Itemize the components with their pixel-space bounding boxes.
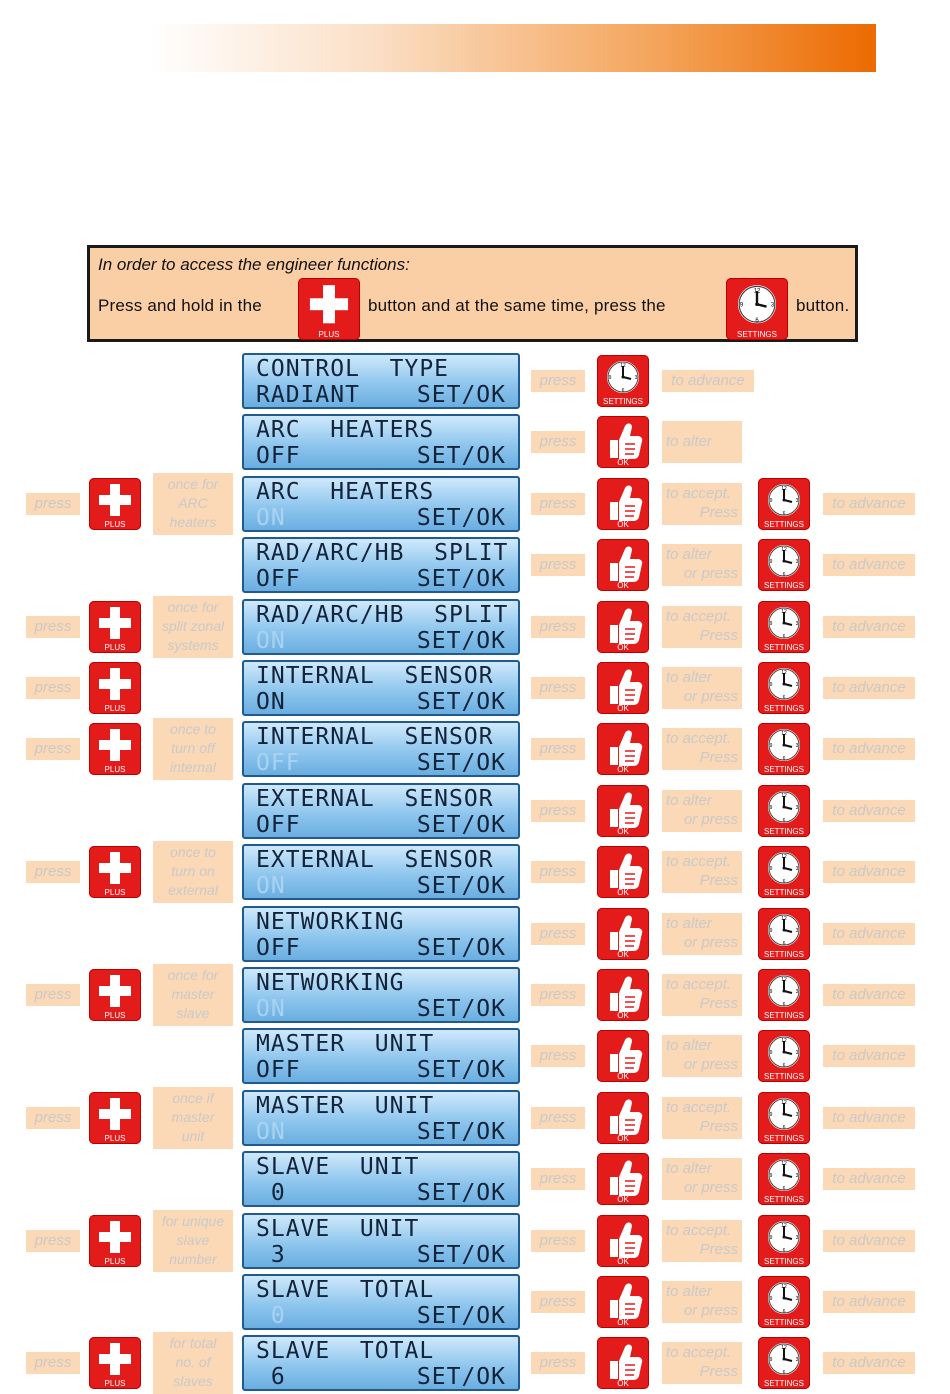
svg-text:6: 6 xyxy=(621,388,625,394)
svg-text:12: 12 xyxy=(781,731,787,737)
svg-text:6: 6 xyxy=(782,1002,786,1008)
button-caption: OK xyxy=(617,888,629,897)
accept-label: to accept. Press xyxy=(662,728,742,770)
lcd-line-1: SLAVE UNIT xyxy=(256,1216,420,1242)
svg-text:6: 6 xyxy=(782,634,786,640)
press-label: press xyxy=(531,1168,585,1190)
button-caption: PLUS xyxy=(104,1134,126,1143)
alter-label: to alter or press xyxy=(662,790,742,832)
instruction-text-c: button. xyxy=(796,296,850,315)
button-caption: OK xyxy=(617,520,629,529)
settings-button[interactable] xyxy=(758,1030,810,1082)
svg-text:6: 6 xyxy=(782,756,786,762)
advance-label: to advance xyxy=(823,1352,915,1374)
settings-button[interactable] xyxy=(758,601,810,653)
svg-text:9: 9 xyxy=(608,375,612,381)
accept-label: to accept. Press xyxy=(662,1220,742,1262)
plus-button[interactable] xyxy=(89,1092,141,1144)
button-caption: SETTINGS xyxy=(763,704,804,713)
lcd-value: ON xyxy=(256,689,286,715)
lcd-display xyxy=(242,844,520,900)
accept-label: to accept. Press xyxy=(662,483,742,525)
button-caption: SETTINGS xyxy=(763,520,804,529)
svg-text:12: 12 xyxy=(781,670,787,676)
plus-button[interactable] xyxy=(89,662,141,714)
lcd-display xyxy=(242,1274,520,1330)
svg-text:12: 12 xyxy=(781,1223,787,1229)
press-label: press xyxy=(26,738,80,760)
button-caption: OK xyxy=(617,765,629,774)
svg-text:3: 3 xyxy=(795,866,799,872)
instruction-note: once to turn on external xyxy=(153,841,233,903)
ok-button[interactable] xyxy=(597,1153,649,1205)
svg-text:12: 12 xyxy=(781,609,787,615)
svg-text:3: 3 xyxy=(795,1173,799,1179)
lcd-line-1: INTERNAL SENSOR xyxy=(256,724,494,750)
lcd-line-1: ARC HEATERS xyxy=(256,417,435,443)
instruction-note: once if master unit xyxy=(153,1087,233,1149)
svg-text:12: 12 xyxy=(781,1100,787,1106)
alter-label: to alter or press xyxy=(662,913,742,955)
press-label: press xyxy=(26,677,80,699)
button-caption: OK xyxy=(617,1134,629,1143)
lcd-value: OFF xyxy=(256,750,301,776)
button-caption: SETTINGS xyxy=(763,888,804,897)
button-caption: PLUS xyxy=(104,643,126,652)
plus-button[interactable] xyxy=(89,478,141,530)
lcd-line-1: NETWORKING xyxy=(256,909,405,935)
settings-button[interactable] xyxy=(758,1092,810,1144)
ok-button[interactable] xyxy=(597,539,649,591)
press-label: press xyxy=(531,1352,585,1374)
settings-button[interactable] xyxy=(758,1337,810,1389)
svg-text:9: 9 xyxy=(769,989,773,995)
lcd-value: 0 xyxy=(256,1180,286,1206)
advance-label: to advance xyxy=(823,923,915,945)
press-label: press xyxy=(531,554,585,576)
lcd-line-1: MASTER UNIT xyxy=(256,1031,435,1057)
lcd-set-ok: SET/OK xyxy=(416,1364,506,1390)
svg-text:12: 12 xyxy=(781,916,787,922)
ok-button[interactable] xyxy=(597,478,649,530)
plus-button[interactable] xyxy=(89,969,141,1021)
settings-button[interactable] xyxy=(758,908,810,960)
press-label: press xyxy=(26,984,80,1006)
button-caption: OK xyxy=(617,458,629,467)
lcd-line-1: RAD/ARC/HB SPLIT xyxy=(256,602,509,628)
svg-text:12: 12 xyxy=(781,977,787,983)
ok-button[interactable] xyxy=(597,846,649,898)
lcd-line-1: SLAVE UNIT xyxy=(256,1154,420,1180)
button-caption: SETTINGS xyxy=(763,765,804,774)
svg-text:9: 9 xyxy=(769,1050,773,1056)
lcd-set-ok: SET/OK xyxy=(416,1242,506,1268)
button-caption: PLUS xyxy=(104,888,126,897)
svg-text:9: 9 xyxy=(769,1112,773,1118)
svg-text:9: 9 xyxy=(769,1235,773,1241)
press-label: press xyxy=(531,1107,585,1129)
svg-text:9: 9 xyxy=(769,743,773,749)
ok-button[interactable] xyxy=(597,908,649,960)
svg-text:3: 3 xyxy=(795,1050,799,1056)
lcd-display xyxy=(242,1090,520,1146)
lcd-display xyxy=(242,599,520,655)
button-caption: SETTINGS xyxy=(763,643,804,652)
svg-text:6: 6 xyxy=(782,879,786,885)
button-caption: SETTINGS xyxy=(763,1195,804,1204)
advance-label: to advance xyxy=(823,1291,915,1313)
svg-text:3: 3 xyxy=(795,682,799,688)
advance-label: to advance xyxy=(662,370,754,392)
lcd-value: ON xyxy=(256,505,286,531)
press-label: press xyxy=(531,1045,585,1067)
svg-text:9: 9 xyxy=(769,559,773,565)
advance-label: to advance xyxy=(823,1168,915,1190)
button-caption: PLUS xyxy=(104,1379,126,1388)
svg-text:6: 6 xyxy=(782,1248,786,1254)
svg-text:12: 12 xyxy=(781,547,787,553)
press-label: press xyxy=(531,923,585,945)
accept-label: to accept. Press xyxy=(662,606,742,648)
lcd-display xyxy=(242,1151,520,1207)
lcd-value: OFF xyxy=(256,1057,301,1083)
alter-label: to alter xyxy=(662,421,742,463)
advance-label: to advance xyxy=(823,738,915,760)
button-caption: SETTINGS xyxy=(763,950,804,959)
accept-label: to accept. Press xyxy=(662,1097,742,1139)
lcd-display xyxy=(242,353,520,409)
svg-text:6: 6 xyxy=(782,1125,786,1131)
svg-text:9: 9 xyxy=(769,1173,773,1179)
lcd-value: RADIANT xyxy=(256,382,360,408)
svg-text:6: 6 xyxy=(782,1063,786,1069)
svg-text:9: 9 xyxy=(739,302,744,309)
alter-label: to alter or press xyxy=(662,1035,742,1077)
plus-button[interactable] xyxy=(89,846,141,898)
button-caption: OK xyxy=(617,1072,629,1081)
button-caption: OK xyxy=(617,1379,629,1388)
lcd-value: OFF xyxy=(256,443,301,469)
lcd-set-ok: SET/OK xyxy=(416,935,506,961)
settings-button[interactable] xyxy=(758,723,810,775)
instruction-note: for unique slave number xyxy=(153,1210,233,1272)
ok-button[interactable] xyxy=(597,601,649,653)
svg-text:9: 9 xyxy=(769,498,773,504)
svg-text:3: 3 xyxy=(795,621,799,627)
lcd-line-1: EXTERNAL SENSOR xyxy=(256,786,494,812)
svg-text:12: 12 xyxy=(620,363,626,369)
press-label: press xyxy=(531,1291,585,1313)
lcd-set-ok: SET/OK xyxy=(416,996,506,1022)
press-label: press xyxy=(531,738,585,760)
button-caption: PLUS xyxy=(104,704,126,713)
svg-text:3: 3 xyxy=(795,1235,799,1241)
svg-text:3: 3 xyxy=(634,375,638,381)
press-label: press xyxy=(531,677,585,699)
button-caption: PLUS xyxy=(104,520,126,529)
lcd-set-ok: SET/OK xyxy=(416,628,506,654)
lcd-set-ok: SET/OK xyxy=(416,873,506,899)
svg-text:3: 3 xyxy=(795,1296,799,1302)
button-caption: OK xyxy=(617,1011,629,1020)
ok-button[interactable] xyxy=(597,1030,649,1082)
svg-text:9: 9 xyxy=(769,1357,773,1363)
svg-text:9: 9 xyxy=(769,928,773,934)
press-label: press xyxy=(531,616,585,638)
lcd-set-ok: SET/OK xyxy=(416,812,506,838)
lcd-display xyxy=(242,967,520,1023)
svg-text:3: 3 xyxy=(795,989,799,995)
svg-text:9: 9 xyxy=(769,805,773,811)
svg-text:6: 6 xyxy=(782,1370,786,1376)
svg-text:3: 3 xyxy=(795,1112,799,1118)
ok-button[interactable] xyxy=(597,785,649,837)
svg-text:9: 9 xyxy=(769,866,773,872)
advance-label: to advance xyxy=(823,1230,915,1252)
lcd-line-1: SLAVE TOTAL xyxy=(256,1277,435,1303)
svg-text:6: 6 xyxy=(782,695,786,701)
press-label: press xyxy=(531,370,585,392)
button-caption: SETTINGS xyxy=(763,581,804,590)
svg-text:6: 6 xyxy=(782,818,786,824)
press-label: press xyxy=(531,493,585,515)
button-caption: OK xyxy=(617,950,629,959)
alter-label: to alter or press xyxy=(662,667,742,709)
settings-button[interactable] xyxy=(758,539,810,591)
svg-text:6: 6 xyxy=(782,1186,786,1192)
ok-button[interactable] xyxy=(597,416,649,468)
button-caption: SETTINGS xyxy=(763,1011,804,1020)
lcd-value: ON xyxy=(256,873,286,899)
settings-button[interactable] xyxy=(726,278,788,340)
button-caption: OK xyxy=(617,827,629,836)
settings-button[interactable] xyxy=(758,785,810,837)
svg-text:3: 3 xyxy=(795,928,799,934)
lcd-line-1: CONTROL TYPE xyxy=(256,356,450,382)
svg-text:12: 12 xyxy=(781,793,787,799)
button-caption: SETTINGS xyxy=(763,1134,804,1143)
advance-label: to advance xyxy=(823,616,915,638)
button-caption: PLUS xyxy=(104,765,126,774)
instruction-note: once for split zonal systems xyxy=(153,596,233,658)
settings-button[interactable] xyxy=(758,1276,810,1328)
lcd-line-1: RAD/ARC/HB SPLIT xyxy=(256,540,509,566)
advance-label: to advance xyxy=(823,861,915,883)
button-caption: OK xyxy=(617,643,629,652)
lcd-set-ok: SET/OK xyxy=(416,1119,506,1145)
lcd-display xyxy=(242,537,520,593)
lcd-line-1: INTERNAL SENSOR xyxy=(256,663,494,689)
lcd-line-1: NETWORKING xyxy=(256,970,405,996)
lcd-value: 3 xyxy=(256,1242,286,1268)
button-caption: PLUS xyxy=(318,330,340,339)
lcd-set-ok: SET/OK xyxy=(416,505,506,531)
lcd-display xyxy=(242,476,520,532)
lcd-display xyxy=(242,783,520,839)
svg-text:12: 12 xyxy=(781,854,787,860)
alter-label: to alter or press xyxy=(662,1281,742,1323)
svg-text:9: 9 xyxy=(769,621,773,627)
press-label: press xyxy=(531,800,585,822)
press-label: press xyxy=(531,1230,585,1252)
button-caption: OK xyxy=(617,704,629,713)
lcd-line-1: MASTER UNIT xyxy=(256,1093,435,1119)
plus-button[interactable] xyxy=(298,278,360,340)
button-caption: SETTINGS xyxy=(763,1072,804,1081)
settings-button[interactable] xyxy=(758,846,810,898)
button-caption: OK xyxy=(617,1257,629,1266)
lcd-set-ok: SET/OK xyxy=(416,1180,506,1206)
accept-label: to accept. Press xyxy=(662,851,742,893)
svg-text:9: 9 xyxy=(769,1296,773,1302)
lcd-set-ok: SET/OK xyxy=(416,1303,506,1329)
advance-label: to advance xyxy=(823,677,915,699)
advance-label: to advance xyxy=(823,984,915,1006)
lcd-value: ON xyxy=(256,628,286,654)
button-caption: PLUS xyxy=(104,1257,126,1266)
advance-label: to advance xyxy=(823,554,915,576)
settings-button[interactable] xyxy=(758,969,810,1021)
instruction-box xyxy=(87,245,858,342)
button-caption: OK xyxy=(617,581,629,590)
button-caption: OK xyxy=(617,1195,629,1204)
svg-text:3: 3 xyxy=(795,1357,799,1363)
press-label: press xyxy=(26,1107,80,1129)
plus-button[interactable] xyxy=(89,1215,141,1267)
lcd-display xyxy=(242,1213,520,1269)
press-label: press xyxy=(531,431,585,453)
svg-text:3: 3 xyxy=(795,743,799,749)
lcd-display xyxy=(242,1028,520,1084)
lcd-value: OFF xyxy=(256,566,301,592)
lcd-set-ok: SET/OK xyxy=(416,382,506,408)
svg-text:6: 6 xyxy=(782,941,786,947)
lcd-set-ok: SET/OK xyxy=(416,1057,506,1083)
press-label: press xyxy=(26,1352,80,1374)
ok-button[interactable] xyxy=(597,1215,649,1267)
svg-text:6: 6 xyxy=(782,572,786,578)
lcd-value: OFF xyxy=(256,935,301,961)
svg-text:6: 6 xyxy=(782,1309,786,1315)
instruction-text-b: button and at the same time, press the xyxy=(368,296,666,315)
instruction-note: once for master slave xyxy=(153,964,233,1026)
button-caption: SETTINGS xyxy=(763,1257,804,1266)
advance-label: to advance xyxy=(823,493,915,515)
lcd-set-ok: SET/OK xyxy=(416,689,506,715)
button-caption: PLUS xyxy=(104,1011,126,1020)
settings-button[interactable] xyxy=(758,1215,810,1267)
instruction-note: once to turn off internal xyxy=(153,718,233,780)
svg-text:9: 9 xyxy=(769,682,773,688)
settings-button[interactable] xyxy=(758,1153,810,1205)
button-caption: SETTINGS xyxy=(602,397,643,406)
ok-button[interactable] xyxy=(597,1276,649,1328)
advance-label: to advance xyxy=(823,1107,915,1129)
plus-button[interactable] xyxy=(89,601,141,653)
lcd-line-1: SLAVE TOTAL xyxy=(256,1338,435,1364)
lcd-set-ok: SET/OK xyxy=(416,443,506,469)
lcd-value: ON xyxy=(256,1119,286,1145)
button-caption: OK xyxy=(617,1318,629,1327)
ok-button[interactable] xyxy=(597,662,649,714)
instruction-title: In order to access the engineer functions: xyxy=(98,255,410,274)
ok-button[interactable] xyxy=(597,969,649,1021)
lcd-display xyxy=(242,660,520,716)
svg-text:3: 3 xyxy=(795,805,799,811)
ok-button[interactable] xyxy=(597,723,649,775)
settings-button[interactable] xyxy=(597,355,649,407)
svg-text:12: 12 xyxy=(781,1161,787,1167)
ok-button[interactable] xyxy=(597,1337,649,1389)
lcd-line-1: EXTERNAL SENSOR xyxy=(256,847,494,873)
button-caption: SETTINGS xyxy=(736,330,777,339)
svg-text:3: 3 xyxy=(795,498,799,504)
lcd-value: OFF xyxy=(256,812,301,838)
button-caption: SETTINGS xyxy=(763,1379,804,1388)
ok-button[interactable] xyxy=(597,1092,649,1144)
press-label: press xyxy=(531,984,585,1006)
accept-label: to accept. Press xyxy=(662,974,742,1016)
svg-text:12: 12 xyxy=(781,486,787,492)
instruction-note: for total no. of slaves xyxy=(153,1332,233,1394)
svg-text:3: 3 xyxy=(770,302,775,309)
accept-label: to accept. Press xyxy=(662,1342,742,1384)
instruction-text-a: Press and hold in the xyxy=(98,296,262,315)
svg-text:6: 6 xyxy=(782,511,786,517)
press-label: press xyxy=(26,861,80,883)
press-label: press xyxy=(26,493,80,515)
lcd-display xyxy=(242,721,520,777)
press-label: press xyxy=(26,616,80,638)
lcd-display xyxy=(242,1335,520,1391)
header-gradient-bar xyxy=(150,24,876,72)
lcd-set-ok: SET/OK xyxy=(416,566,506,592)
plus-button[interactable] xyxy=(89,723,141,775)
press-label: press xyxy=(26,1230,80,1252)
instruction-note: once for ARC heaters xyxy=(153,473,233,535)
press-label: press xyxy=(531,861,585,883)
svg-text:3: 3 xyxy=(795,559,799,565)
alter-label: to alter or press xyxy=(662,1158,742,1200)
lcd-display xyxy=(242,906,520,962)
settings-button[interactable] xyxy=(758,662,810,714)
lcd-value: ON xyxy=(256,996,286,1022)
alter-label: to alter or press xyxy=(662,544,742,586)
advance-label: to advance xyxy=(823,800,915,822)
advance-label: to advance xyxy=(823,1045,915,1067)
lcd-value: 0 xyxy=(256,1303,286,1329)
lcd-display xyxy=(242,414,520,470)
settings-button[interactable] xyxy=(758,478,810,530)
svg-text:12: 12 xyxy=(753,288,761,295)
button-caption: SETTINGS xyxy=(763,827,804,836)
svg-text:12: 12 xyxy=(781,1038,787,1044)
svg-text:6: 6 xyxy=(755,318,759,325)
svg-text:12: 12 xyxy=(781,1284,787,1290)
lcd-line-1: ARC HEATERS xyxy=(256,479,435,505)
lcd-set-ok: SET/OK xyxy=(416,750,506,776)
plus-button[interactable] xyxy=(89,1337,141,1389)
svg-text:12: 12 xyxy=(781,1345,787,1351)
button-caption: SETTINGS xyxy=(763,1318,804,1327)
lcd-value: 6 xyxy=(256,1364,286,1390)
